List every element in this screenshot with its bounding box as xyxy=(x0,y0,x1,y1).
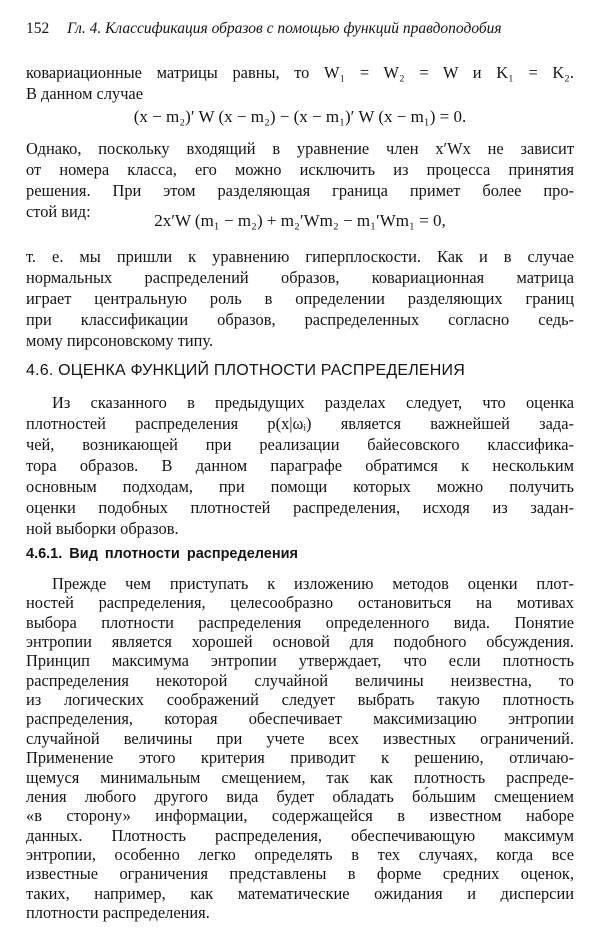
text-line: ления любого другого вида будет обладать бо́льшим смещением xyxy=(26,787,574,806)
text-line: известные ограничения представлены в форме средних оценок, xyxy=(26,864,574,883)
text-line: ковариационные матрицы равны, то W₁ = W₂ = W и K₁ = K₂. xyxy=(26,63,574,82)
running-title: Гл. 4. Классификация образов с помощью функций правдоподобия xyxy=(67,20,502,37)
page-number: 152 xyxy=(26,20,50,37)
text-line: т. е. мы пришли к уравнению гиперплоскости. Как и в случае xyxy=(26,247,574,266)
text-line: Прежде чем приступать к изложению методов оценки плот- xyxy=(52,574,574,593)
text-line: распределения, которая обеспечивает максимизацию энтропии xyxy=(26,709,574,728)
text-line: Применение этого критерия приводит к решению, отличаю- xyxy=(26,748,574,767)
text-line: ностей распределения, целесообразно остановиться на мотивах xyxy=(26,593,574,612)
text-line: выбора плотности распределения определенного вида. Понятие xyxy=(26,613,574,632)
text-line: при классификации образов, распределенных согласно седь- xyxy=(26,310,574,329)
text-line: оценки подобных плотностей распределения, исходя из задан- xyxy=(26,498,574,517)
text-line: В данном случае xyxy=(26,84,143,103)
text-line: щемуся минимальным смещением, так как плотность распреде- xyxy=(26,768,574,787)
text-line: от номера класса, его можно исключить из процесса принятия xyxy=(26,160,574,179)
text-line: распределения некоторой случайной величины неизвестна, то xyxy=(26,671,574,690)
running-head xyxy=(26,20,560,38)
text-line: Принцип максимума энтропии утверждает, что если плотность xyxy=(26,651,574,670)
section-title: 4.6. ОЦЕНКА ФУНКЦИЙ ПЛОТНОСТИ РАСПРЕДЕЛЕНИЯ xyxy=(26,362,466,379)
equation-1: (x − m₂)′ W (x − m₂) − (x − m₁)′ W (x − m₁) = 0. xyxy=(133,107,467,126)
text-line: мому пирсоновскому типу. xyxy=(26,331,214,350)
text-line: ной выборки образов. xyxy=(26,519,179,538)
subsection-title: 4.6.1. Вид плотности распределения xyxy=(26,546,298,562)
text-line: стой вид: xyxy=(26,202,91,221)
text-line: нормальных распределений образов, ковариационная матрица xyxy=(26,268,574,287)
text-line: случайной величины при учете всех известных ограничений. xyxy=(26,729,574,748)
text-line: плотностей распределения p(x|ωᵢ) является важнейшей зада- xyxy=(26,414,574,433)
text-line: таких, например, как математические ожидания и дисперсии xyxy=(26,884,574,903)
equation-2: 2x′W (m₁ − m₂) + m₂′Wm₂ − m₁′Wm₁ = 0, xyxy=(154,211,446,230)
text-line: Из сказанного в предыдущих разделах следует, что оценка xyxy=(52,393,574,412)
text-line: играет центральную роль в определении разделяющих границ xyxy=(26,289,574,308)
text-line: энтропии, особенно легко определять в тех случаях, когда все xyxy=(26,845,574,864)
text-line: из логических соображений следует выбрать такую плотность xyxy=(26,690,574,709)
text-line: плотности распределения. xyxy=(26,903,210,922)
text-line: «в сторону» информации, содержащейся в известном наборе xyxy=(26,806,574,825)
text-line: Однако, поскольку входящий в уравнение член x′Wx не зависит xyxy=(26,139,574,158)
text-line: решения. При этом разделяющая граница примет более про- xyxy=(26,181,574,200)
text-line: основным подходам, при помощи которых можно получить xyxy=(26,477,574,496)
text-line: тора образов. В данном параграфе обратимся к нескольким xyxy=(26,456,574,475)
text-line: чей, возникающей при реализации байесовского классифика- xyxy=(26,435,574,454)
text-line: данных. Плотность распределения, обеспечивающую максимум xyxy=(26,826,574,845)
text-line: энтропии является хорошей основой для подобного обсуждения. xyxy=(26,632,574,651)
